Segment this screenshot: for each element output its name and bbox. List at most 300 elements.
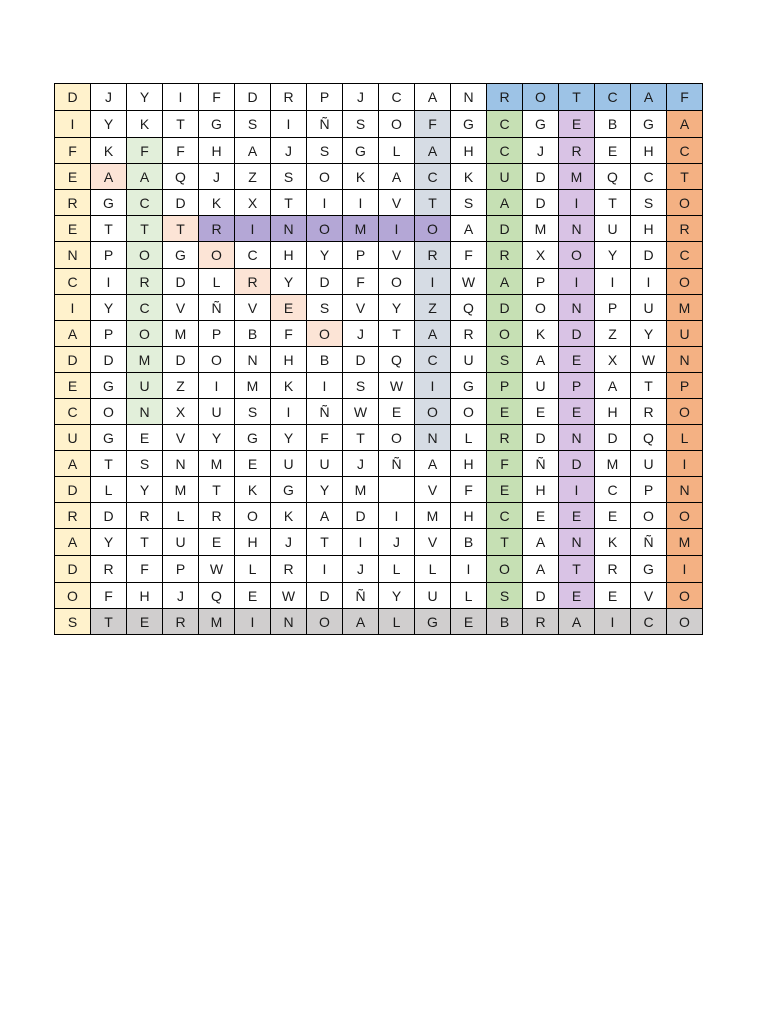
grid-cell: W	[451, 269, 487, 295]
grid-cell: M	[127, 347, 163, 373]
grid-cell: R	[487, 425, 523, 451]
grid-row	[55, 529, 703, 556]
grid-cell: T	[127, 529, 163, 556]
grid-cell: D	[343, 503, 379, 529]
grid-cell: T	[163, 111, 199, 138]
grid-cell: E	[559, 347, 595, 373]
grid-cell: N	[235, 347, 271, 373]
grid-cell: R	[235, 269, 271, 295]
grid-cell: P	[199, 321, 235, 347]
grid-cell: S	[343, 373, 379, 399]
grid-cell: F	[271, 321, 307, 347]
grid-cell: D	[307, 583, 343, 609]
grid-cell: E	[595, 583, 631, 609]
grid-cell: F	[127, 556, 163, 583]
grid-cell: D	[91, 503, 127, 529]
grid-cell: E	[55, 164, 91, 190]
grid-cell: U	[631, 295, 667, 321]
grid-cell: D	[487, 295, 523, 321]
grid-cell: A	[235, 138, 271, 164]
grid-cell: K	[127, 111, 163, 138]
grid-cell: O	[667, 190, 703, 216]
grid-cell: Q	[163, 164, 199, 190]
grid-cell: A	[55, 321, 91, 347]
grid-cell: T	[559, 556, 595, 583]
grid-cell: S	[235, 111, 271, 138]
grid-cell: P	[343, 242, 379, 269]
grid-cell: O	[559, 242, 595, 269]
grid-cell: D	[523, 164, 559, 190]
grid-cell: E	[487, 477, 523, 503]
grid-row	[55, 451, 703, 477]
grid-cell: J	[379, 529, 415, 556]
grid-row	[55, 477, 703, 503]
grid-cell: Ñ	[307, 111, 343, 138]
grid-cell: M	[559, 164, 595, 190]
grid-cell: I	[379, 503, 415, 529]
grid-cell: U	[451, 347, 487, 373]
grid-cell: U	[55, 425, 91, 451]
grid-cell: R	[271, 556, 307, 583]
grid-cell: G	[235, 425, 271, 451]
grid-cell: L	[235, 556, 271, 583]
grid-cell: I	[595, 609, 631, 635]
grid-cell: K	[595, 529, 631, 556]
grid-cell: O	[379, 425, 415, 451]
grid-cell: F	[55, 138, 91, 164]
grid-cell: Z	[595, 321, 631, 347]
grid-cell: C	[487, 111, 523, 138]
grid-cell: K	[271, 503, 307, 529]
grid-cell: M	[199, 609, 235, 635]
grid-cell: W	[379, 373, 415, 399]
grid-cell: V	[415, 477, 451, 503]
grid-cell: A	[487, 269, 523, 295]
grid-cell: C	[127, 190, 163, 216]
grid-cell: N	[415, 425, 451, 451]
grid-cell: T	[415, 190, 451, 216]
grid-cell: D	[55, 556, 91, 583]
grid-cell: D	[55, 347, 91, 373]
grid-cell: L	[451, 425, 487, 451]
grid-cell: O	[199, 347, 235, 373]
grid-cell: H	[451, 138, 487, 164]
grid-cell: Q	[379, 347, 415, 373]
grid-cell: O	[523, 295, 559, 321]
grid-cell: I	[91, 269, 127, 295]
grid-cell: O	[55, 583, 91, 609]
grid-cell: E	[595, 503, 631, 529]
grid-row	[55, 164, 703, 190]
grid-cell: R	[55, 503, 91, 529]
grid-cell: R	[127, 503, 163, 529]
grid-cell: S	[271, 164, 307, 190]
grid-cell: P	[163, 556, 199, 583]
grid-cell: C	[379, 84, 415, 111]
grid-cell: I	[415, 269, 451, 295]
grid-cell: H	[199, 138, 235, 164]
grid-cell: K	[235, 477, 271, 503]
grid-cell: Q	[631, 425, 667, 451]
grid-cell: S	[451, 190, 487, 216]
grid-cell: O	[307, 164, 343, 190]
grid-cell: U	[487, 164, 523, 190]
grid-cell: R	[451, 321, 487, 347]
grid-cell: T	[379, 321, 415, 347]
grid-cell: I	[379, 216, 415, 242]
grid-cell: A	[379, 164, 415, 190]
grid-row	[55, 242, 703, 269]
grid-cell: I	[559, 477, 595, 503]
grid-cell: J	[271, 529, 307, 556]
grid-cell: D	[523, 425, 559, 451]
grid-cell: L	[415, 556, 451, 583]
grid-cell: V	[379, 242, 415, 269]
grid-cell: S	[55, 609, 91, 635]
grid-cell: C	[487, 503, 523, 529]
grid-cell: L	[379, 138, 415, 164]
grid-cell: A	[91, 164, 127, 190]
grid-cell: F	[667, 84, 703, 111]
grid-row	[55, 295, 703, 321]
grid-row	[55, 138, 703, 164]
grid-cell: C	[667, 242, 703, 269]
grid-cell: I	[631, 269, 667, 295]
grid-cell: G	[451, 373, 487, 399]
grid-cell: K	[91, 138, 127, 164]
grid-cell: I	[55, 295, 91, 321]
grid-row	[55, 399, 703, 425]
grid-cell: U	[595, 216, 631, 242]
grid-cell: V	[163, 425, 199, 451]
grid-cell: G	[271, 477, 307, 503]
grid-cell: O	[523, 84, 559, 111]
grid-cell: A	[415, 84, 451, 111]
grid-cell: O	[127, 321, 163, 347]
grid-cell: B	[235, 321, 271, 347]
grid-cell: C	[235, 242, 271, 269]
grid-cell: O	[487, 556, 523, 583]
grid-cell: D	[55, 84, 91, 111]
grid-cell: Ñ	[379, 451, 415, 477]
grid-cell: I	[235, 216, 271, 242]
grid-cell: G	[199, 111, 235, 138]
grid-cell: I	[667, 556, 703, 583]
grid-cell: Ñ	[307, 399, 343, 425]
grid-cell: Y	[127, 84, 163, 111]
grid-cell: V	[163, 295, 199, 321]
grid-row	[55, 556, 703, 583]
grid-cell: R	[55, 190, 91, 216]
grid-cell: Y	[91, 295, 127, 321]
grid-cell: A	[631, 84, 667, 111]
grid-cell: O	[667, 399, 703, 425]
grid-cell: I	[595, 269, 631, 295]
grid-cell: S	[307, 295, 343, 321]
grid-cell: J	[343, 84, 379, 111]
grid-cell: N	[271, 609, 307, 635]
grid-cell: W	[343, 399, 379, 425]
grid-cell: U	[415, 583, 451, 609]
grid-cell: G	[343, 138, 379, 164]
grid-cell: N	[559, 529, 595, 556]
grid-cell: A	[415, 321, 451, 347]
grid-cell: B	[451, 529, 487, 556]
grid-cell: G	[631, 556, 667, 583]
grid-cell: O	[307, 216, 343, 242]
grid-cell: U	[163, 529, 199, 556]
grid-cell: O	[199, 242, 235, 269]
grid-cell: I	[343, 529, 379, 556]
grid-cell: E	[55, 216, 91, 242]
grid-cell: O	[667, 269, 703, 295]
grid-cell: S	[487, 347, 523, 373]
grid-cell: T	[127, 216, 163, 242]
grid-cell: V	[235, 295, 271, 321]
grid-cell: N	[163, 451, 199, 477]
grid-cell: E	[559, 503, 595, 529]
grid-cell: T	[667, 164, 703, 190]
grid-cell: R	[199, 503, 235, 529]
grid-cell: P	[559, 373, 595, 399]
grid-cell: Ñ	[523, 451, 559, 477]
grid-cell: C	[631, 609, 667, 635]
grid-cell: E	[523, 399, 559, 425]
grid-cell: A	[487, 190, 523, 216]
grid-cell: A	[451, 216, 487, 242]
grid-cell: O	[667, 503, 703, 529]
grid-cell: E	[127, 609, 163, 635]
grid-cell: T	[91, 451, 127, 477]
grid-cell: C	[667, 138, 703, 164]
grid-cell: A	[127, 164, 163, 190]
grid-row	[55, 583, 703, 609]
grid-cell: Y	[631, 321, 667, 347]
grid-cell: Y	[307, 477, 343, 503]
grid-row	[55, 609, 703, 635]
grid-cell: S	[235, 399, 271, 425]
grid-cell	[379, 477, 415, 503]
grid-cell: O	[307, 321, 343, 347]
grid-cell: P	[667, 373, 703, 399]
grid-cell: M	[235, 373, 271, 399]
grid-cell: A	[523, 529, 559, 556]
grid-cell: T	[559, 84, 595, 111]
grid-cell: G	[451, 111, 487, 138]
grid-cell: D	[487, 216, 523, 242]
grid-cell: G	[415, 609, 451, 635]
grid-cell: H	[271, 347, 307, 373]
grid-cell: J	[343, 556, 379, 583]
grid-cell: O	[451, 399, 487, 425]
grid-cell: P	[523, 269, 559, 295]
grid-cell: C	[631, 164, 667, 190]
grid-cell: Y	[379, 295, 415, 321]
grid-cell: M	[163, 321, 199, 347]
grid-cell: H	[271, 242, 307, 269]
grid-cell: N	[559, 425, 595, 451]
grid-row	[55, 111, 703, 138]
grid-row	[55, 84, 703, 111]
word-search-body	[55, 84, 703, 635]
grid-cell: K	[523, 321, 559, 347]
grid-cell: C	[55, 399, 91, 425]
grid-cell: M	[667, 295, 703, 321]
grid-cell: F	[307, 425, 343, 451]
grid-cell: I	[271, 399, 307, 425]
grid-cell: R	[487, 84, 523, 111]
grid-cell: F	[487, 451, 523, 477]
grid-row	[55, 321, 703, 347]
grid-cell: H	[523, 477, 559, 503]
grid-cell: C	[595, 477, 631, 503]
grid-cell: G	[523, 111, 559, 138]
grid-cell: C	[127, 295, 163, 321]
grid-cell: O	[307, 609, 343, 635]
grid-row	[55, 503, 703, 529]
grid-cell: G	[91, 425, 127, 451]
grid-cell: Y	[271, 269, 307, 295]
grid-cell: Z	[163, 373, 199, 399]
grid-cell: I	[559, 269, 595, 295]
grid-cell: A	[415, 138, 451, 164]
grid-cell: G	[91, 190, 127, 216]
grid-cell: E	[451, 609, 487, 635]
grid-cell: R	[415, 242, 451, 269]
grid-cell: O	[487, 321, 523, 347]
grid-cell: L	[451, 583, 487, 609]
grid-cell: W	[271, 583, 307, 609]
grid-cell: N	[559, 216, 595, 242]
grid-cell: T	[91, 609, 127, 635]
grid-cell: Ñ	[343, 583, 379, 609]
grid-cell: F	[127, 138, 163, 164]
grid-cell: C	[415, 164, 451, 190]
grid-cell: J	[343, 451, 379, 477]
grid-cell: N	[55, 242, 91, 269]
grid-cell: J	[271, 138, 307, 164]
grid-row	[55, 216, 703, 242]
grid-cell: L	[199, 269, 235, 295]
grid-cell: T	[163, 216, 199, 242]
grid-cell: Y	[91, 111, 127, 138]
grid-cell: T	[631, 373, 667, 399]
grid-cell: D	[631, 242, 667, 269]
grid-cell: Z	[415, 295, 451, 321]
grid-cell: H	[235, 529, 271, 556]
grid-cell: P	[631, 477, 667, 503]
grid-cell: D	[595, 425, 631, 451]
grid-cell: S	[487, 583, 523, 609]
grid-cell: V	[379, 190, 415, 216]
grid-cell: F	[451, 477, 487, 503]
grid-cell: Q	[451, 295, 487, 321]
grid-cell: A	[343, 609, 379, 635]
grid-cell: D	[559, 321, 595, 347]
grid-cell: I	[307, 190, 343, 216]
grid-cell: V	[343, 295, 379, 321]
grid-cell: M	[415, 503, 451, 529]
word-search-grid	[54, 83, 703, 635]
grid-cell: Ñ	[199, 295, 235, 321]
grid-cell: U	[199, 399, 235, 425]
grid-cell: A	[523, 556, 559, 583]
grid-cell: R	[91, 556, 127, 583]
grid-cell: I	[451, 556, 487, 583]
grid-cell: T	[199, 477, 235, 503]
grid-cell: L	[91, 477, 127, 503]
grid-cell: P	[307, 84, 343, 111]
grid-cell: P	[487, 373, 523, 399]
grid-cell: I	[199, 373, 235, 399]
grid-cell: O	[415, 399, 451, 425]
grid-cell: D	[163, 347, 199, 373]
grid-cell: G	[163, 242, 199, 269]
grid-cell: D	[91, 347, 127, 373]
grid-cell: D	[163, 190, 199, 216]
grid-cell: N	[127, 399, 163, 425]
grid-cell: K	[271, 373, 307, 399]
grid-cell: E	[487, 399, 523, 425]
grid-cell: K	[343, 164, 379, 190]
grid-cell: A	[55, 529, 91, 556]
grid-cell: P	[91, 321, 127, 347]
grid-cell: I	[667, 451, 703, 477]
grid-cell: M	[163, 477, 199, 503]
grid-cell: E	[559, 399, 595, 425]
grid-cell: Ñ	[631, 529, 667, 556]
grid-cell: I	[415, 373, 451, 399]
grid-cell: F	[343, 269, 379, 295]
grid-cell: N	[667, 477, 703, 503]
grid-cell: I	[271, 111, 307, 138]
grid-cell: B	[487, 609, 523, 635]
grid-cell: Y	[91, 529, 127, 556]
grid-cell: C	[415, 347, 451, 373]
grid-cell: R	[199, 216, 235, 242]
grid-row	[55, 373, 703, 399]
grid-cell: R	[595, 556, 631, 583]
grid-cell: T	[595, 190, 631, 216]
grid-cell: H	[451, 503, 487, 529]
grid-cell: I	[55, 111, 91, 138]
grid-cell: S	[343, 111, 379, 138]
grid-cell: T	[487, 529, 523, 556]
grid-cell: B	[307, 347, 343, 373]
grid-cell: E	[199, 529, 235, 556]
grid-cell: F	[451, 242, 487, 269]
grid-cell: D	[235, 84, 271, 111]
grid-cell: A	[559, 609, 595, 635]
grid-cell: Y	[127, 477, 163, 503]
grid-cell: Y	[379, 583, 415, 609]
grid-cell: R	[487, 242, 523, 269]
grid-cell: N	[451, 84, 487, 111]
grid-cell: P	[595, 295, 631, 321]
grid-cell: Q	[199, 583, 235, 609]
grid-cell: A	[523, 347, 559, 373]
grid-cell: S	[307, 138, 343, 164]
grid-cell: X	[235, 190, 271, 216]
grid-cell: Y	[271, 425, 307, 451]
grid-cell: L	[379, 609, 415, 635]
grid-cell: T	[307, 529, 343, 556]
grid-cell: O	[379, 269, 415, 295]
grid-cell: H	[127, 583, 163, 609]
grid-cell: A	[415, 451, 451, 477]
grid-cell: F	[199, 84, 235, 111]
grid-cell: E	[55, 373, 91, 399]
